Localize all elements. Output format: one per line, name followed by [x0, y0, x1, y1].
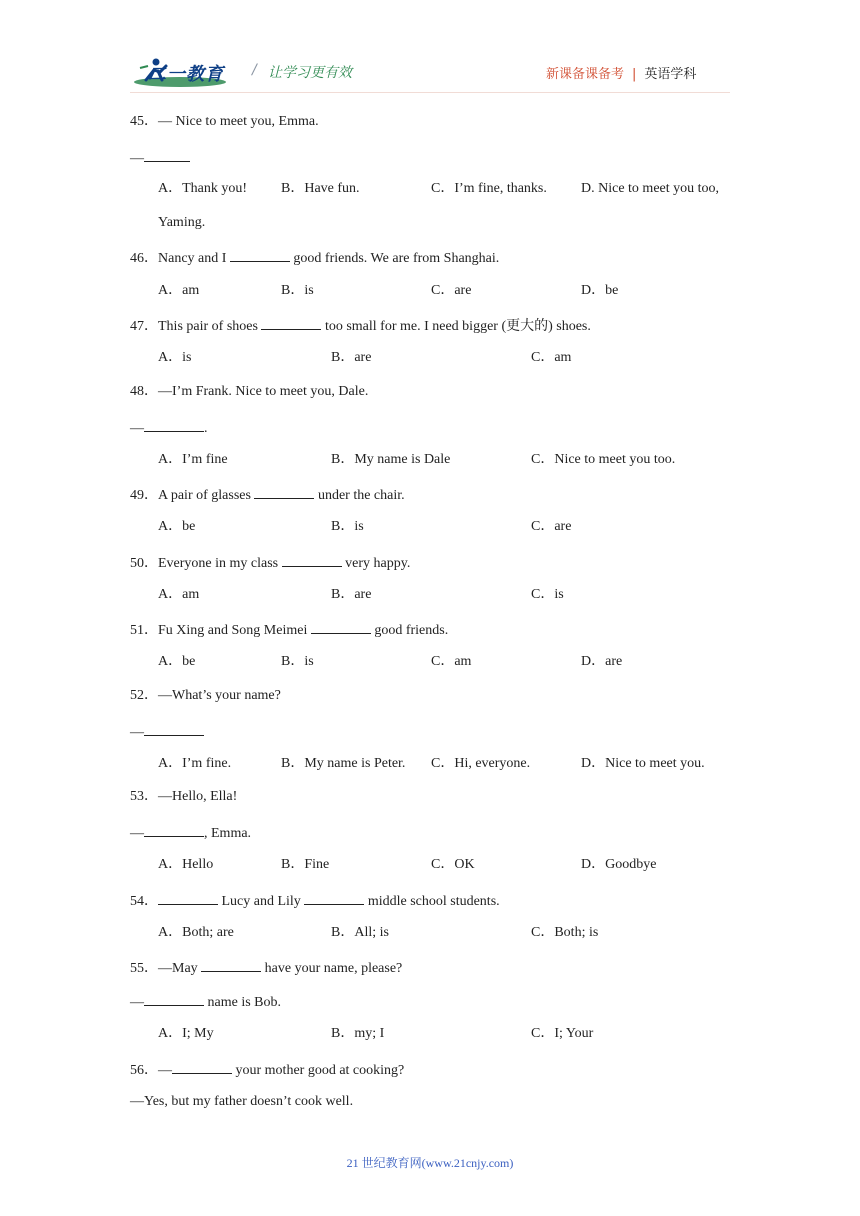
question-51-option-c: C．am	[431, 654, 472, 669]
question-54-option-b: B．All; is	[331, 925, 389, 940]
header-course: 新课备课备考	[546, 67, 625, 82]
question-53-option-c: C．OK	[431, 857, 475, 872]
question-45-answer-line: —	[130, 147, 190, 168]
question-50-option-b: B．are	[331, 587, 372, 602]
question-49-option-b: B．is	[331, 519, 364, 534]
question-53-option-d: D．Goodbye	[581, 857, 657, 872]
question-50-option-c: C．is	[531, 587, 564, 602]
question-45-option-d-cont: Yaming.	[158, 215, 206, 230]
question-46-option-b: B．is	[281, 283, 314, 298]
question-45-option-c: C．I’m fine, thanks.	[431, 181, 547, 196]
question-56-stem: 56．— your mother good at cooking?	[130, 1059, 404, 1080]
question-47-stem: 47．This pair of shoes too small for me. I need bigger (更大的) shoes.	[130, 315, 591, 336]
question-48-option-c: C．Nice to meet you too.	[531, 452, 676, 467]
header-divider	[130, 92, 730, 93]
question-54-stem: 54． Lucy and Lily middle school students.	[130, 890, 500, 911]
question-51-stem: 51．Fu Xing and Song Meimei good friends.	[130, 619, 448, 640]
question-48-option-a: A．I’m fine	[158, 452, 228, 467]
question-46-stem: 46．Nancy and I good friends. We are from Shanghai.	[130, 247, 499, 268]
question-48-answer-line: — .	[130, 417, 208, 438]
question-53-answer-line: — , Emma.	[130, 822, 251, 843]
question-50-stem: 50．Everyone in my class very happy.	[130, 552, 410, 573]
question-52-option-b: B．My name is Peter.	[281, 756, 406, 771]
question-55-option-b: B．my; I	[331, 1026, 385, 1041]
question-55-stem: 55．—May have your name, please?	[130, 957, 402, 978]
question-47-option-b: B．are	[331, 350, 372, 365]
question-51-option-a: A．be	[158, 654, 196, 669]
logo-text: 二一教育	[148, 64, 224, 85]
question-55-option-c: C．I; Your	[531, 1026, 594, 1041]
question-51-option-b: B．is	[281, 654, 314, 669]
question-50-option-a: A．am	[158, 587, 200, 602]
question-55-option-a: A．I; My	[158, 1026, 214, 1041]
page-header	[0, 0, 860, 100]
header-slash: /	[252, 62, 257, 78]
question-52-option-d: D．Nice to meet you.	[581, 756, 705, 771]
question-45-option-a: A．Thank you!	[158, 181, 248, 196]
question-53-option-b: B．Fine	[281, 857, 330, 872]
question-47-option-c: C．am	[531, 350, 572, 365]
question-49-option-a: A．be	[158, 519, 196, 534]
page-footer: 21 世纪教育网(www.21cnjy.com)	[346, 1156, 514, 1170]
question-53-option-a: A．Hello	[158, 857, 214, 872]
question-47-option-a: A．is	[158, 350, 192, 365]
question-45-option-b: B．Have fun.	[281, 181, 360, 196]
question-49-option-c: C．are	[531, 519, 572, 534]
question-52-answer-line: —	[130, 721, 204, 742]
question-52-option-a: A．I’m fine.	[158, 756, 232, 771]
header-subject: 英语学科	[644, 67, 697, 82]
question-45-option-d: D. Nice to meet you too,	[581, 181, 720, 196]
header-slogan: 让学习更有效	[268, 65, 352, 81]
question-56-line2: —Yes, but my father doesn’t cook well.	[130, 1094, 354, 1109]
question-52-option-c: C．Hi, everyone.	[431, 756, 531, 771]
question-46-option-d: D．be	[581, 283, 619, 298]
question-49-stem: 49．A pair of glasses under the chair.	[130, 484, 405, 505]
question-46-option-a: A．am	[158, 283, 200, 298]
question-54-option-a: A．Both; are	[158, 925, 234, 940]
question-53-stem: 53．—Hello, Ella!	[130, 789, 238, 804]
question-51-option-d: D．are	[581, 654, 623, 669]
question-48-stem: 48．—I’m Frank. Nice to meet you, Dale.	[130, 384, 369, 399]
header-separator: |	[632, 67, 637, 82]
header-right	[546, 63, 696, 82]
question-54-option-c: C．Both; is	[531, 925, 599, 940]
question-46-option-c: C．are	[431, 283, 472, 298]
question-55-answer-line: — name is Bob.	[130, 991, 281, 1012]
question-52-stem: 52．—What’s your name?	[130, 688, 281, 703]
question-45-stem: 45．— Nice to meet you, Emma.	[130, 114, 319, 129]
question-48-option-b: B．My name is Dale	[331, 452, 451, 467]
